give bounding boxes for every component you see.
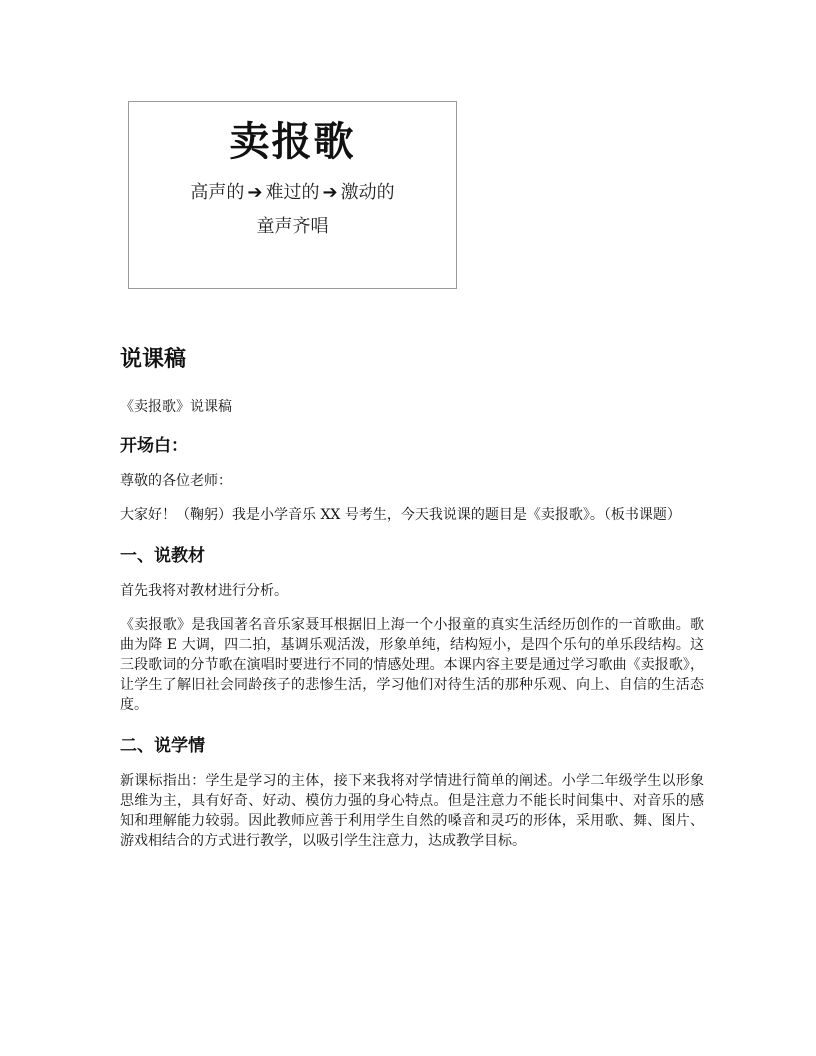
slide-performance-line: 童声齐唱 [256,216,329,237]
opening-greeting: 尊敬的各位老师： [120,473,232,489]
emotion-sad: 难过的 [265,182,320,203]
section2-para1: 新课标指出：学生是学习的主体，接下来我将对学情进行简单的阐述。小学二年级学生以形象思维为主，具有好奇、好动、模仿力强的身心特点。但是注意力不能长时间集中、对音乐的感知和理解能力较弱。因此教师应善于利用学生自然的嗓音和灵巧的形体，采用歌、舞、图片、游戏相结合的方式进行教学，以吸引学生注意力，达成教学目标。 [120,773,704,849]
document-body [120,343,704,861]
section1-para1: 首先我将对教材进行分析。 [120,583,288,599]
doc-main-title: 说课稿 [120,347,187,372]
slide-title: 卖报歌 [229,118,356,165]
arrow-right-icon: ➔ [247,182,263,203]
section2-heading: 二、说学情 [120,736,205,756]
opening-intro: 大家好！（鞠躬）我是小学音乐 XX 号考生，今天我说课的题目是《卖报歌》。（板书课题） [120,507,681,523]
section1-heading: 一、说教材 [120,546,205,566]
slide-emotion-line [129,178,456,204]
emotion-excited: 激动的 [340,182,395,203]
slide-image [128,101,457,289]
arrow-right-icon: ➔ [322,182,338,203]
section1-para2: 《卖报歌》是我国著名音乐家聂耳根据旧上海一个小报童的真实生活经历创作的一首歌曲。歌曲为降 E 大调，四二拍，基调乐观活泼，形象单纯，结构短小，是四个乐句的单乐段结构。这三段歌词的分节歌在演唱时要进行不同的情感处理。本课内容主要是通过学习歌曲《卖报歌》，让学生了解旧社会同龄孩子的悲惨生活，学习他们对待生活的那种乐观、向上、自信的生活态度。 [120,617,704,713]
doc-subtitle: 《卖报歌》说课稿 [120,399,232,415]
emotion-loud: 高声的 [190,182,245,203]
opening-heading: 开场白： [120,436,188,456]
